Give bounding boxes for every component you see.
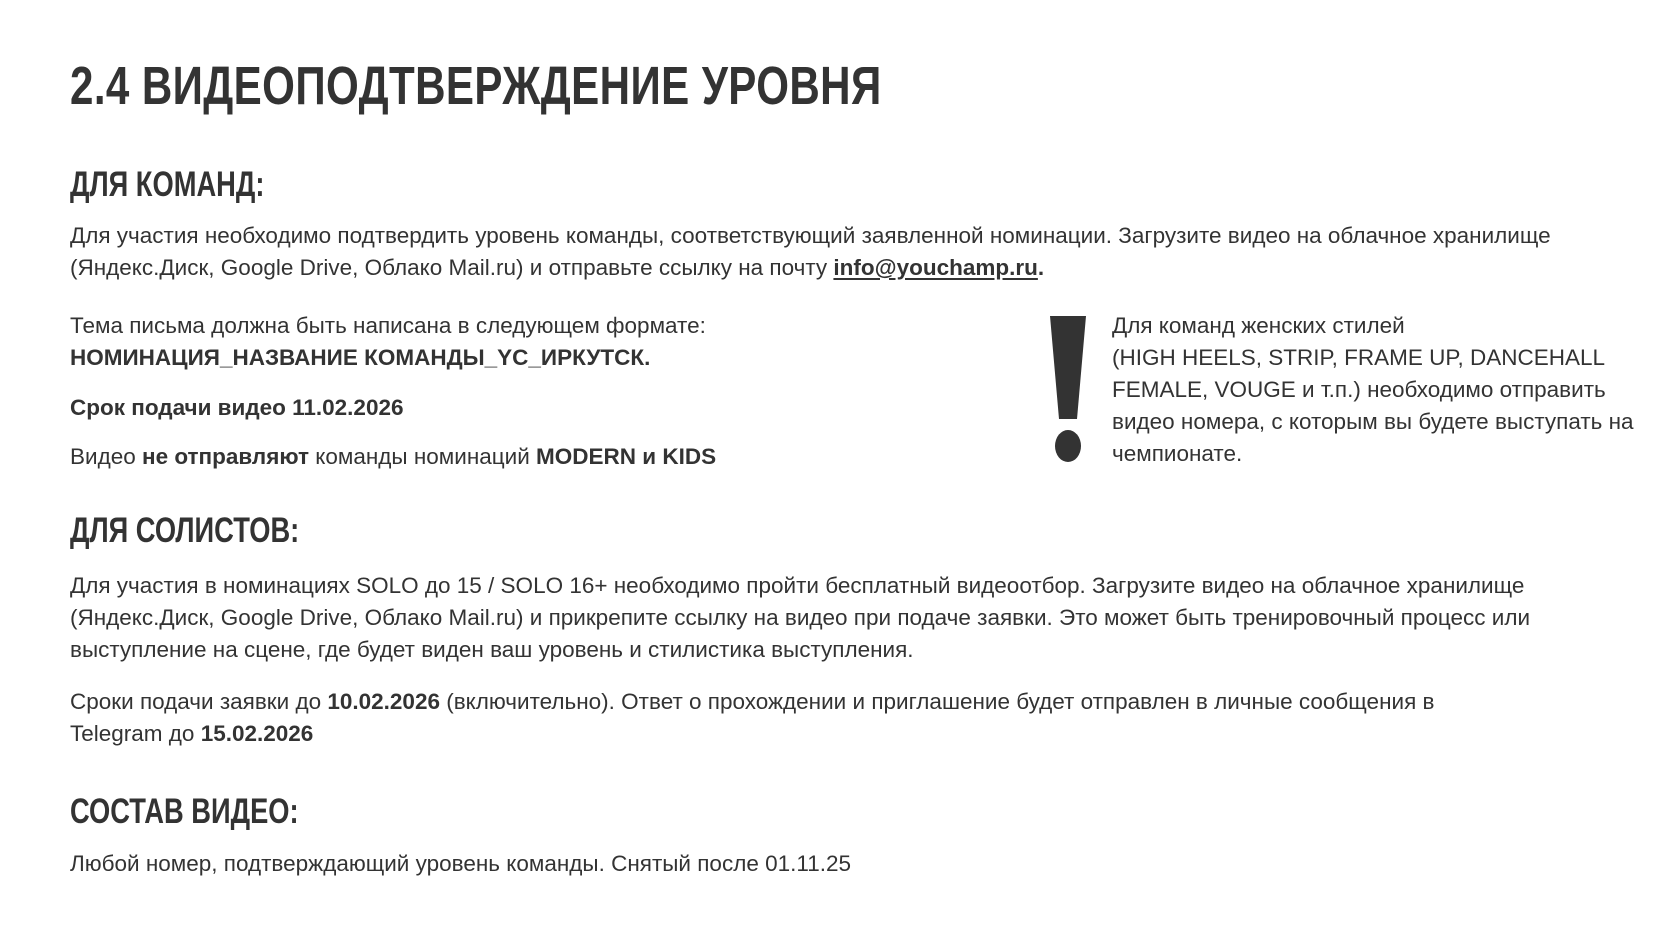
page-title: 2.4 ВИДЕОПОДТВЕРЖДЕНИЕ УРОВНЯ: [70, 56, 882, 116]
exempt-prefix: Видео: [70, 444, 142, 469]
solo-deadline-prefix: Сроки подачи заявки до: [70, 689, 328, 714]
exempt-middle: команды номинаций: [309, 444, 537, 469]
teams-intro-text: Для участия необходимо подтвердить уровень команды, соответствующий заявленной номинации. Загрузите видео на облачное хранилище (Яндекс.Диск, Google Drive, Облако Mail.ru) и отправьте ссылку на почту: [70, 223, 1551, 280]
teams-intro: [70, 220, 1630, 284]
subject-label: Тема письма должна быть написана в следующем формате:: [70, 313, 706, 338]
women-styles-note: [1112, 310, 1652, 470]
soloists-text: Для участия в номинациях SOLO до 15 / SOLO 16+ необходимо пройти бесплатный видеоотбор. Загрузите видео на облачное хранилище (Яндекс.Диск, Google Drive, Облако Mail.ru) и прикрепите ссылку на видео при подаче заявки. Это может быть тренировочный процесс или выступление на сцене, где будет виден ваш уровень и стилистика выступления.: [70, 573, 1531, 662]
exempt-bold: не отправляют: [141, 444, 310, 469]
email-link[interactable]: info@youchamp.ru: [833, 255, 1038, 280]
soloists-deadline: [70, 686, 1490, 750]
video-heading: СОСТАВ ВИДЕО:: [70, 792, 299, 831]
solo-deadline-date: 10.02.2026: [327, 689, 440, 714]
teams-exempt: [70, 441, 970, 473]
subject-format: НОМИНАЦИЯ_НАЗВАНИЕ КОМАНДЫ_YC_ИРКУТСК.: [70, 345, 651, 370]
note-line1: Для команд женских стилей: [1112, 313, 1405, 338]
subject-format-block: [70, 310, 970, 374]
solo-deadline-middle: (включительно). Ответ о прохождении и приглашение будет отправлен в личные сообщения в Telegram до: [70, 689, 1435, 746]
teams-deadline: Срок подачи видео 11.02.2026: [70, 395, 404, 420]
soloists-heading: ДЛЯ СОЛИСТОВ:: [70, 511, 300, 550]
exempt-nominations: MODERN и KIDS: [536, 444, 717, 469]
exclamation-icon: [1050, 316, 1086, 466]
video-text: Любой номер, подтверждающий уровень команды. Снятый после 01.11.25: [70, 851, 851, 876]
teams-heading: ДЛЯ КОМАНД:: [70, 165, 265, 204]
teams-intro-end: .: [1037, 255, 1045, 280]
note-rest: (HIGH HEELS, STRIP, FRAME UP, DANCEHALL FEMALE, VOUGE и т.п.) необходимо отправить видео номера, с которым вы будете выступать на чемпионате.: [1112, 345, 1634, 466]
solo-answer-date: 15.02.2026: [200, 721, 314, 746]
